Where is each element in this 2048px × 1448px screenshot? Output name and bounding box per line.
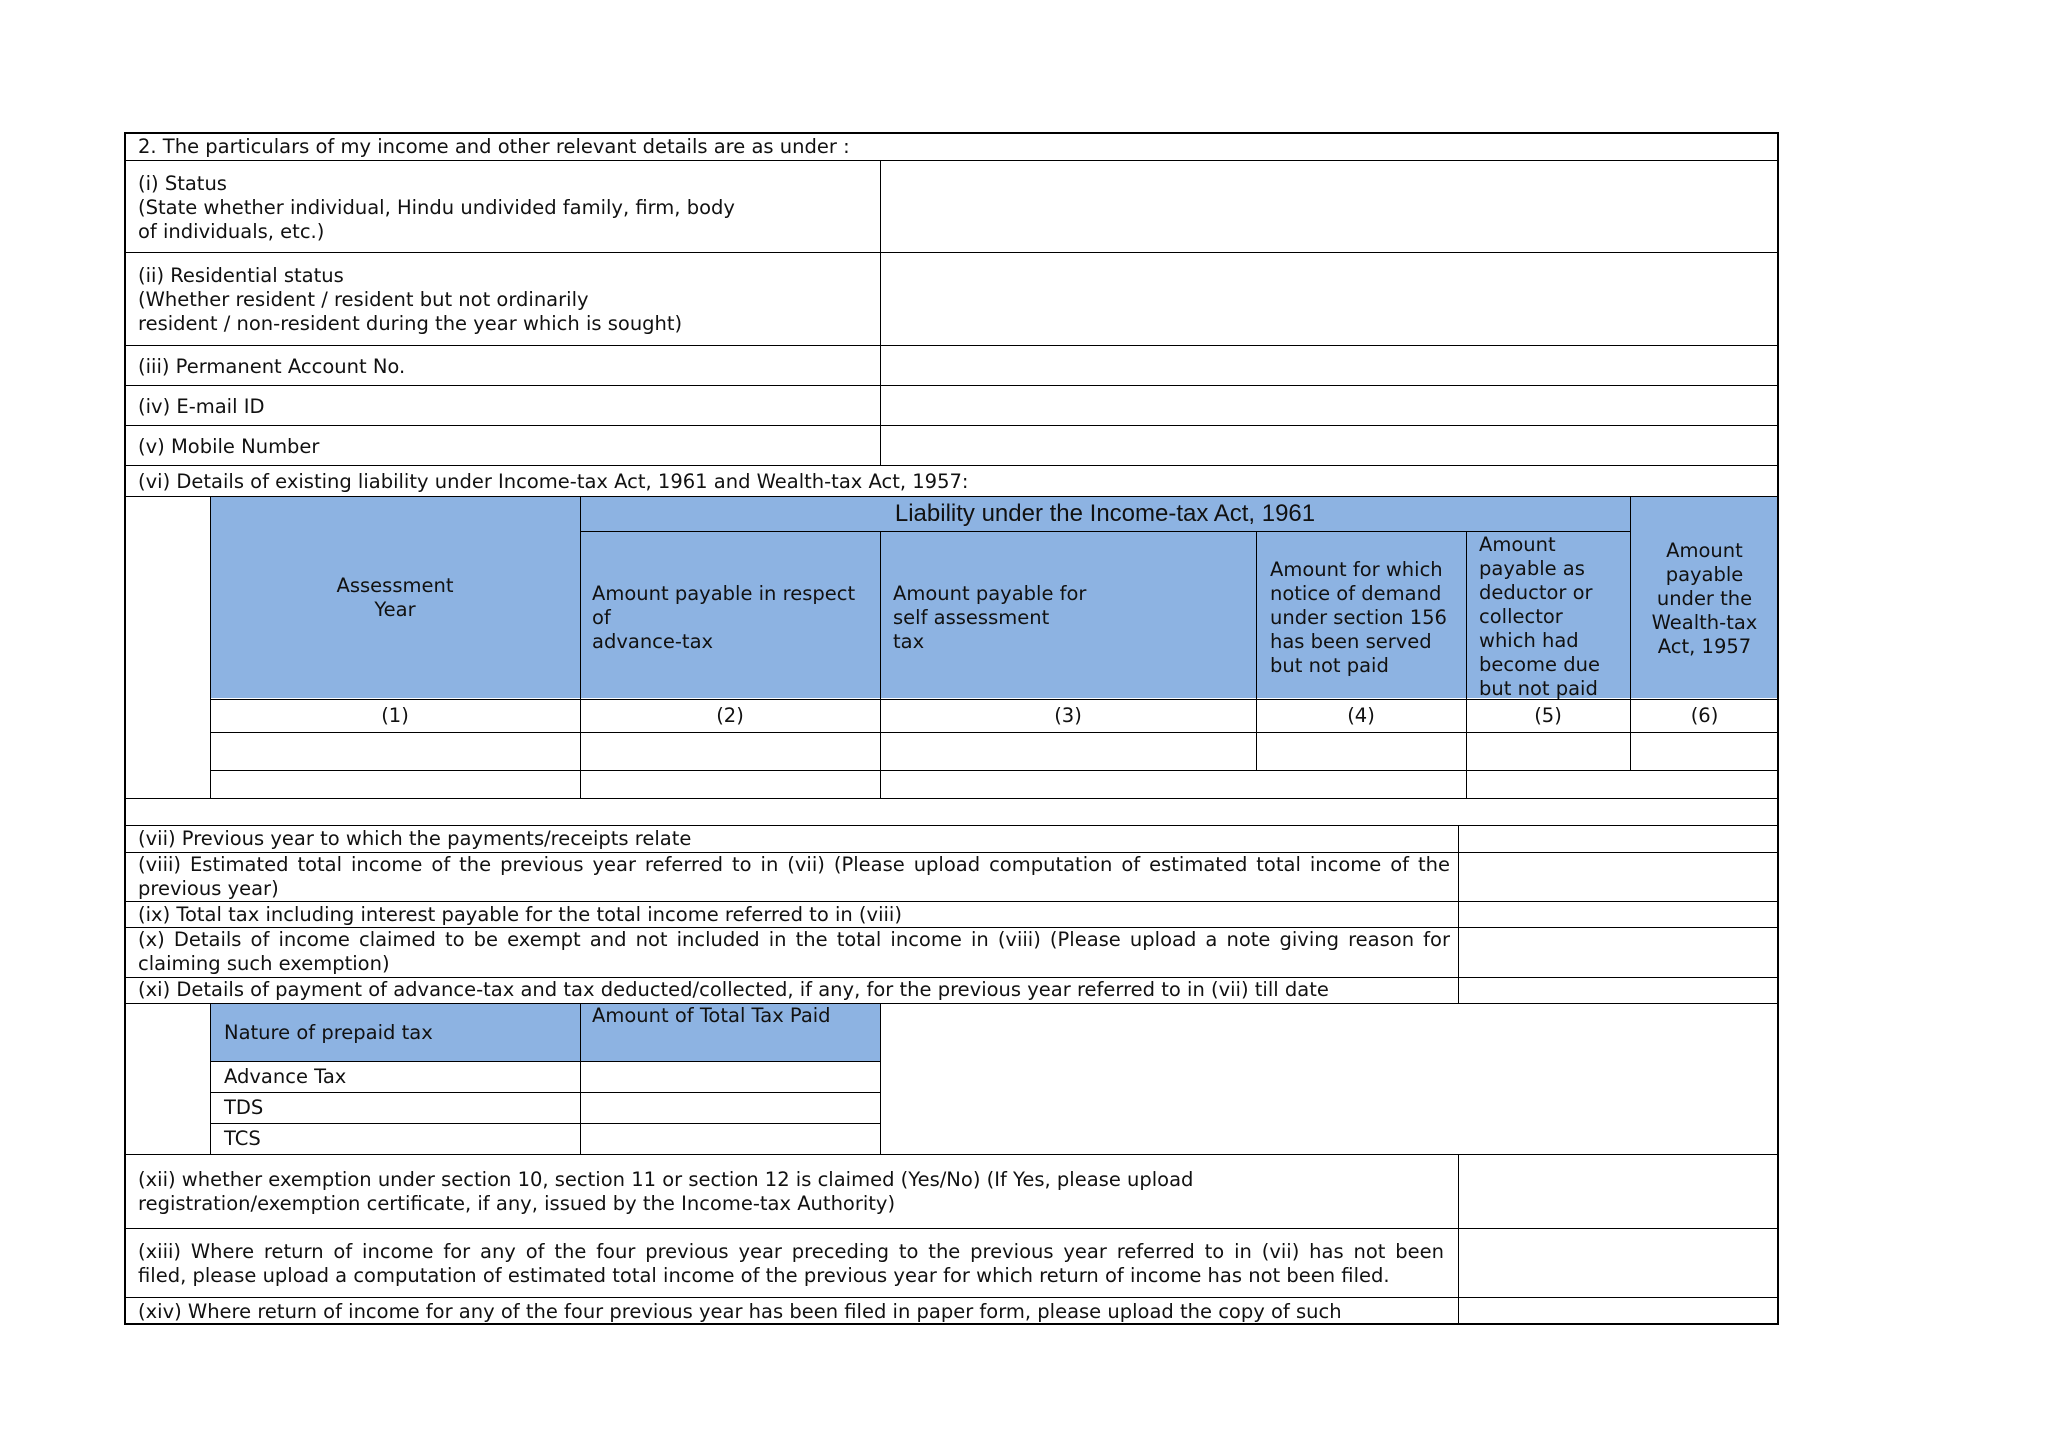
rule <box>124 385 1779 386</box>
return-not-filed-label: (xiii) Where return of income for any of the four previous year preceding to the previous year referred to in (vii) has not been <box>138 1240 1444 1263</box>
residential-status-hint: (Whether resident / resident but not ordinarily <box>138 288 589 311</box>
prepaid-amount-tds[interactable] <box>582 1094 878 1121</box>
rule <box>124 1297 1779 1298</box>
liability-group-header: Liability under the Income-tax Act, 1961 <box>894 500 1316 527</box>
total-tax-field[interactable] <box>1462 903 1776 925</box>
rule <box>124 1003 1779 1004</box>
exempt-income-field[interactable] <box>1462 929 1776 975</box>
rule <box>210 1092 880 1093</box>
rule <box>210 1061 880 1062</box>
rule <box>580 496 581 798</box>
rule <box>880 160 881 465</box>
prepaid-header-nature: Nature of prepaid tax <box>224 1021 433 1044</box>
status-field[interactable] <box>884 164 1776 250</box>
residential-status-hint: resident / non-resident during the year which is sought) <box>138 312 683 335</box>
rule <box>124 345 1779 346</box>
rule <box>124 465 1779 466</box>
rule <box>124 1228 1779 1229</box>
rule <box>124 496 1779 497</box>
rule <box>124 901 1779 902</box>
email-field[interactable] <box>884 389 1776 423</box>
rule <box>124 1154 1779 1155</box>
liability-cell-deductor-collector[interactable] <box>1468 734 1628 768</box>
pan-label: (iii) Permanent Account No. <box>138 355 406 378</box>
col-number: (2) <box>716 704 744 727</box>
section-heading: 2. The particulars of my income and other relevant details are as under : <box>138 135 850 158</box>
prepaid-amount-advance-tax[interactable] <box>582 1063 878 1090</box>
estimated-income-field[interactable] <box>1462 854 1776 899</box>
paper-return-label: (xiv) Where return of income for any of the four previous year has been filed in paper form, please upload the copy of such <box>138 1300 1342 1323</box>
prepaid-row-tds: TDS <box>224 1096 264 1119</box>
col-header-wealth-tax: Amount payable under the Wealth-tax Act, 1957 <box>1651 539 1758 658</box>
residential-status-label: (ii) Residential status <box>138 264 344 287</box>
estimated-income-label: (viii) Estimated total income of the previous year referred to in (vii) (Please upload computation of estimated total income of the <box>138 853 1450 876</box>
rule <box>1458 1154 1459 1325</box>
residential-status-field[interactable] <box>884 256 1776 342</box>
mobile-label: (v) Mobile Number <box>138 435 320 458</box>
col-number: (6) <box>1690 704 1719 727</box>
liability-cell-wealth-tax[interactable] <box>1632 734 1777 768</box>
exempt-income-label: (x) Details of income claimed to be exempt and not included in the total income in (viii) (Please upload a note giving reason for <box>138 928 1450 951</box>
col-header-demand-notice: Amount for which notice of demand under section 156 has been served but not paid <box>1270 558 1447 677</box>
exemption-claim-label-cont: registration/exemption certificate, if any, issued by the Income-tax Authority) <box>138 1192 896 1215</box>
return-not-filed-field[interactable] <box>1462 1231 1776 1295</box>
rule <box>210 770 1779 771</box>
rule <box>880 1003 881 1154</box>
rule <box>580 1003 581 1154</box>
mobile-field[interactable] <box>884 429 1776 463</box>
prepaid-amount-tcs[interactable] <box>582 1125 878 1152</box>
rule <box>210 1003 211 1154</box>
rule <box>210 496 211 798</box>
liability-cell-demand-notice[interactable] <box>1258 734 1464 768</box>
paper-return-field[interactable] <box>1462 1300 1776 1322</box>
total-tax-label: (ix) Total tax including interest payable for the total income referred to in (viii) <box>138 903 902 926</box>
rule <box>124 252 1779 253</box>
rule <box>1256 531 1257 770</box>
previous-year-field[interactable] <box>1462 827 1776 849</box>
col-header-self-assessment: Amount payable for self assessment tax <box>893 582 1087 653</box>
col-header-assessment-year: Assessment Year <box>336 574 454 621</box>
liability-cell-advance-tax[interactable] <box>582 734 878 768</box>
rule <box>210 1123 880 1124</box>
status-label: (i) Status <box>138 172 227 195</box>
exemption-claim-field[interactable] <box>1462 1157 1776 1226</box>
prepaid-header-amount: Amount of Total Tax Paid <box>592 1004 831 1027</box>
status-hint: of individuals, etc.) <box>138 220 325 243</box>
estimated-income-label-cont: previous year) <box>138 877 279 900</box>
rule <box>124 825 1779 826</box>
rule <box>580 531 1630 532</box>
col-number: (5) <box>1534 704 1562 727</box>
exempt-income-label-cont: claiming such exemption) <box>138 952 390 975</box>
status-hint: (State whether individual, Hindu undivided family, firm, body <box>138 196 735 219</box>
rule <box>124 160 1779 161</box>
rule <box>880 531 881 798</box>
col-header-deductor-collector: Amount payable as deductor or collector which had become due but not paid <box>1479 533 1600 700</box>
rule <box>124 798 1779 799</box>
rule <box>1458 825 1459 1003</box>
col-number: (1) <box>381 704 409 727</box>
col-header-advance-tax: Amount payable in respect of advance-tax <box>592 582 856 653</box>
col-number: (4) <box>1347 704 1375 727</box>
email-label: (iv) E-mail ID <box>138 395 265 418</box>
previous-year-label: (vii) Previous year to which the payments/receipts relate <box>138 827 692 850</box>
prepaid-row-advance-tax: Advance Tax <box>224 1065 347 1088</box>
prepaid-row-tcs: TCS <box>224 1127 261 1150</box>
rule <box>210 732 1779 733</box>
col-number: (3) <box>1054 704 1082 727</box>
liability-cell-assessment-year[interactable] <box>212 734 578 768</box>
liability-cell-self-assessment[interactable] <box>882 734 1254 768</box>
advance-tax-details-label: (xi) Details of payment of advance-tax and tax deducted/collected, if any, for the previous year referred to in (vii) till date <box>138 978 1329 1001</box>
pan-field[interactable] <box>884 349 1776 383</box>
rule <box>1466 531 1467 798</box>
return-not-filed-label-cont: filed, please upload a computation of estimated total income of the previous year for which return of income has not been filed. <box>138 1264 1390 1287</box>
liability-heading: (vi) Details of existing liability under Income-tax Act, 1961 and Wealth-tax Act, 1957: <box>138 470 969 493</box>
exemption-claim-label: (xii) whether exemption under section 10, section 11 or section 12 is claimed (Yes/No) (If Yes, please upload <box>138 1168 1194 1191</box>
rule <box>124 425 1779 426</box>
